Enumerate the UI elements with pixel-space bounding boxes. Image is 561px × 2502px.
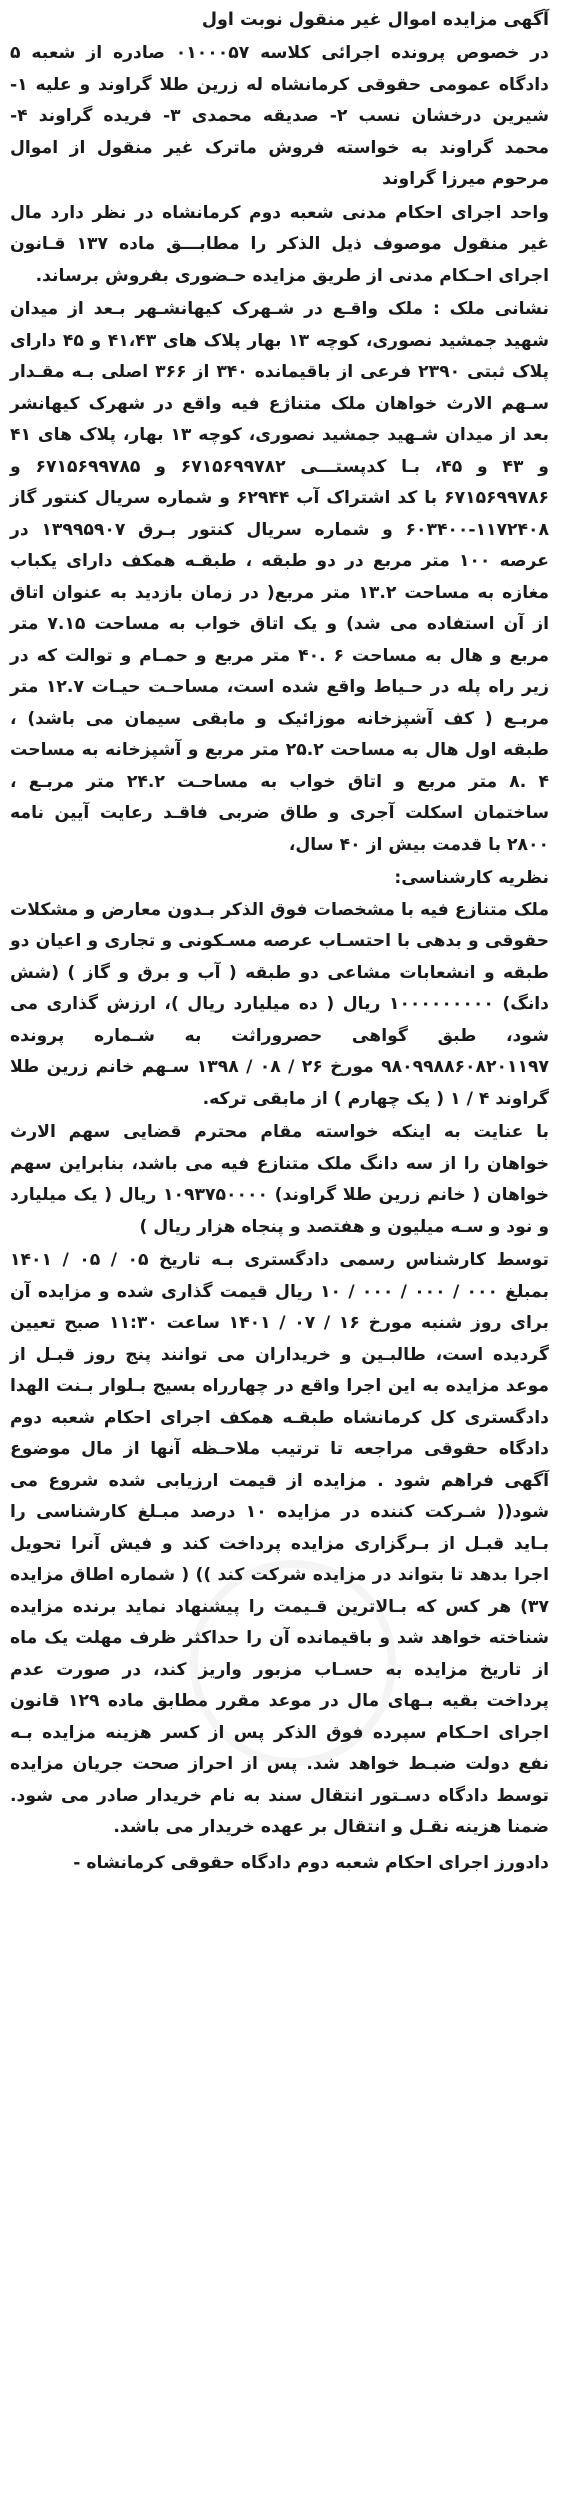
expert-opinion-heading: نظریه کارشناسی: [394, 868, 549, 888]
share-value-paragraph: با عنایت به اینکه خواسته مقام محترم قضایی سهم الارث خواهان را از سه دانگ ملک متنازع فیه می باشد، بنابراین سهم خواهان ( خانم زرین طلا گراوند) ۱۰۹۳۷۵۰۰۰۰ ریال ( یک میلیارد و نود و سـه میلیون و هفتصد و پنجاه هزار ریال ) [10, 1122, 549, 1237]
expert-opinion-paragraph: ملک متنازع فیه با مشخصات فوق الذکر بـدون معارض و مشکلات حقوقی و بدهی با احتسـاب عرصه مسـکونی و تجاری و اعیان دو طبقه و انشعابات مشاعی دو طبقه ( آب و برق و گاز ) (شش دانگ) ۱۰۰۰۰۰۰۰۰۰ ریال ( ده میلیارد ریال )، ارزش گذاری می شود، طبق گواهی حصروراثت به شـماره پرونده ۹۸۰۹۹۸۸۶۰۸۲۰۱۱۹۷ مورخ ۲۶ / ۰۸ / ۱۳۹۸ سـهم خانم زرین طلا گراوند ۴ / ۱ ( یک چهارم ) از مابقی ترکه. [10, 899, 549, 1109]
notice-title: آگهی مزایده اموال غیر منقول نوبت اول [201, 10, 549, 30]
execution-unit-paragraph: واحد اجرای احکام مدنی شعبه دوم کرمانشاه در نظر دارد مال غیر منقول موصوف ذیل الذکر را مطابـــق ماده ۱۳۷ قـانون اجرای احـکام مدنی از طریق مزایده حـضوری بفروش برساند. [10, 202, 549, 286]
property-address-paragraph: نشانی ملک : ملک واقـع در شـهرک کیهانشـهر بـعد از میدان شهید جمشید نصوری، کوچه ۱۳ بهار پلاک های ۴۱،۴۳ و ۴۵ دارای پلاک ثبتی ۲۳۹۰ فرعی از باقیمانده ۳۴۰ از ۳۶۶ اصلی بـه مقـدار سـهم الارث خواهان ملک متناژع فیه واقع در شهرک کیهانشر بعد از میدان شـهید جمشید نصوری، کوچه ۱۳ بهار، پلاک های ۴۱ و ۴۳ و ۴۵، بـا کدپستـــی ۶۷۱۵۶۹۹۷۸۲ و ۶۷۱۵۶۹۹۷۸۵ و ۶۷۱۵۶۹۹۷۸۶ با کد اشتراک آب ۶۲۹۴۴ و شماره سریال کنتور گاز ۱۱۷۲۴۰۸-۶۰۳۴۰۰ و شماره سریال کنتور بـرق ۱۳۹۹۵۹۰۷ در عرصه ۱۰۰ متر مربع در دو طبقه ، طبقـه همکف دارای یکباب مغازه به مساحت ۱۳.۲ متر مربع( در زمان بازدید به عنوان اتاق از آن استفاده می شد) و یک اتاق خواب به مساحت ۷.۱۵ متر مربع و هال به مساحت ۶ .۴۰ متر مربع و حمـام و توالت که در زیر راه پله در حـیاط واقع شده است، مساحـت حیـات ۱۲.۷ متر مربـع ( کف آشپزخانه موزائیک و مابقی سیمان می باشد) ، طبقه اول هال به مساحت ۲۵.۲ متر مربع و آشپزخانه به مساحت ۴ .۸ متر مربع و اتاق خواب به مساحـت ۲۴.۲ متر مربـع ، ساختمان اسکلت آجری و طاق ضربی فاقـد رعایت آیین نامه ۲۸۰۰ با قدمت بیش از ۴۰ سال، [10, 299, 550, 855]
auction-terms-paragraph: توسط کارشناس رسمی دادگستری بـه تاریخ ۰۵ / ۰۵ / ۱۴۰۱ بمبلغ ۰۰۰ / ۰۰۰ / ۰۰۰ / ۱۰ ریال قیمت گذاری شده و مزایده آن برای روز شنبه مورخ ۱۶ / ۰۷ / ۱۴۰۱ ساعت ۱۱:۳۰ صبح تعیین گردیده است، طالبـین و خریداران می توانند پنج روز قبـل از موعد مزایده به این اجرا واقع در چهارراه بسیج بـلوار بـنت الهدا دادگستری کل کرمانشاه طبقـه همکف اجرای احکام شعبه دوم دادگاه حقوقی مراجعه تا ترتیب ملاحـظه آنها از مال موضوع آگهی فراهم شود . مزایده از قیمت ارزیابی شده شروع می شود(( شـرکت کننده در مزایده ۱۰ درصد مبـلغ کارشناسی را بـاید قبـل از بـرگزاری مزایده پرداخت کند و فیش آنرا تحویل اجرا بدهد تا بتواند در مزایده شرکت کند )) ( شماره اطاق مزایده ۳۷) هر کس که بـالاترین قـیمت را پیشنهاد نماید برنده مزایده شناخته خواهد شد و باقیمانده آن را حداکثر ظرف مهلت یک ماه از تاریخ مزایده به حسـاب مزبور واریز کند، در صورت عدم پرداخت بقیه بـهای مال در موعد مقرر مطابق ماده ۱۲۹ قانون اجرای احـکام سپرده فوق الذکر پس از کسر هزینه مزایده بـه نفع دولت ضبـط خواهد شد. پس از احراز صحت جریان مزایده توسط دادگاه دسـتور انتقال سند به نام خریدار صادر می شود. ضمنا هزینه نقـل و انتقال بر عهده خریدار می باشد. [10, 1250, 550, 1837]
intro-paragraph: در خصوص پرونده اجرائی کلاسه ۰۱۰۰۰۵۷ صادره از شعبه ۵ دادگاه عمومی حقوقی کرمانشاه له زرین طلا گراوند و علیه ۱- شیرین درخشان نسب ۲- صدیقه محمدی ۳- فریده گراوند ۴- محمد گراوند به خواسته فروش ماترک غیر منقول از اموال مرحوم میرزا گراوند [10, 43, 549, 189]
signature-line: دادورز اجرای احکام شعبه دوم دادگاه حقوقی کرمانشاه - [73, 1852, 549, 1873]
